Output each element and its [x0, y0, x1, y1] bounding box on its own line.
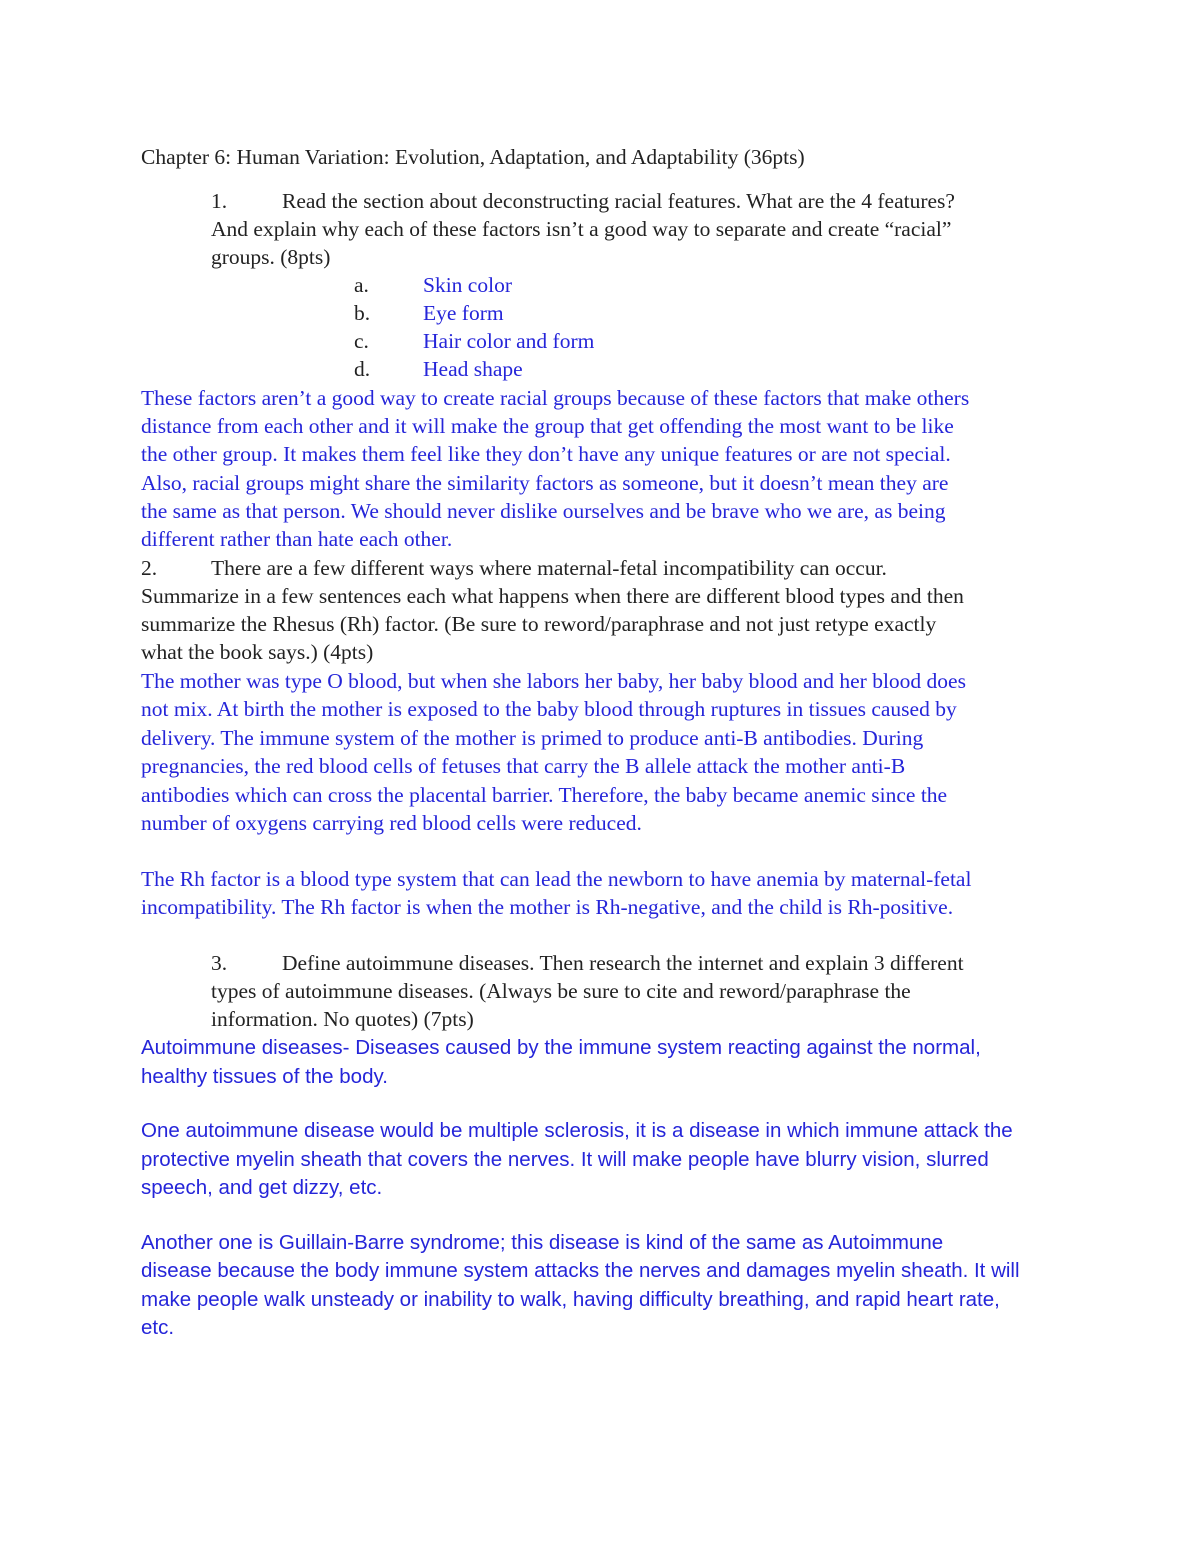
- answer-3-ms-line: speech, and get dizzy, etc.: [141, 1176, 383, 1199]
- answer-2-line: The mother was type O blood, but when she labors her baby, her baby blood and her blood does: [141, 669, 966, 693]
- answer-3-ms-line: protective myelin sheath that covers the nerves. It will make people have blurry vision, slurred: [141, 1148, 989, 1171]
- answer-1-line: distance from each other and it will make the group that get offending the most want to be like: [141, 414, 954, 438]
- answer-2-rh-line: incompatibility. The Rh factor is when the mother is Rh-negative, and the child is Rh-positive.: [141, 895, 954, 919]
- answer-2-line: pregnancies, the red blood cells of fetuses that carry the B allele attack the mother anti-B: [141, 754, 906, 778]
- answer-3-gbs-line: Another one is Guillain-Barre syndrome; this disease is kind of the same as Autoimmune: [141, 1231, 944, 1254]
- chapter-title: Chapter 6: Human Variation: Evolution, Adaptation, and Adaptability (36pts): [141, 145, 805, 169]
- question-2-line: summarize the Rhesus (Rh) factor. (Be sure to reword/paraphrase and not just retype exactly: [141, 612, 937, 636]
- answer-1-line: Also, racial groups might share the similarity factors as someone, but it doesn’t mean they are: [141, 471, 949, 495]
- answer-2-line: antibodies which can cross the placental barrier. Therefore, the baby became anemic since the: [141, 783, 948, 807]
- question-3-line: information. No quotes) (7pts): [211, 1007, 474, 1031]
- sub-item-letter: a.: [354, 273, 369, 297]
- sub-item-eye-form: Eye form: [423, 301, 504, 325]
- sub-item-letter: d.: [354, 357, 371, 381]
- answer-1-line: These factors aren’t a good way to create racial groups because of these factors that make others: [141, 386, 970, 410]
- answer-2-line: not mix. At birth the mother is exposed to the baby blood through ruptures in tissues caused by: [141, 697, 957, 721]
- question-3-number: 3.: [211, 951, 228, 975]
- question-1-line: And explain why each of these factors isn’t a good way to separate and create “racial”: [211, 217, 952, 241]
- question-3-line: types of autoimmune diseases. (Always be sure to cite and reword/paraphrase the: [211, 979, 911, 1003]
- answer-3-ms-line: One autoimmune disease would be multiple sclerosis, it is a disease in which immune attack the: [141, 1119, 1013, 1142]
- answer-3-definition-line: Autoimmune diseases- Diseases caused by the immune system reacting against the normal,: [141, 1036, 981, 1059]
- sub-item-head-shape: Head shape: [423, 357, 523, 381]
- sub-item-letter: c.: [354, 329, 369, 353]
- answer-2-rh-line: The Rh factor is a blood type system that can lead the newborn to have anemia by maternal-fetal: [141, 867, 972, 891]
- answer-1-line: the other group. It makes them feel like they don’t have any unique features or are not special.: [141, 442, 951, 466]
- question-2-line: There are a few different ways where maternal-fetal incompatibility can occur.: [211, 556, 887, 580]
- answer-2-line: delivery. The immune system of the mother is primed to produce anti-B antibodies. During: [141, 726, 924, 750]
- sub-item-hair-color: Hair color and form: [423, 329, 595, 353]
- question-1-number: 1.: [211, 189, 228, 213]
- question-2-line: what the book says.) (4pts): [141, 640, 374, 664]
- answer-2-line: number of oxygens carrying red blood cells were reduced.: [141, 811, 642, 835]
- sub-item-skin-color: Skin color: [423, 273, 512, 297]
- answer-3-definition-line: healthy tissues of the body.: [141, 1065, 388, 1088]
- question-1-line: groups. (8pts): [211, 245, 331, 269]
- answer-3-gbs-line: make people walk unsteady or inability to walk, having difficulty breathing, and rapid heart rate,: [141, 1288, 1000, 1311]
- answer-3-gbs-line: disease because the body immune system attacks the nerves and damages myelin sheath. It will: [141, 1259, 1020, 1282]
- sub-item-letter: b.: [354, 301, 371, 325]
- question-2-number: 2.: [141, 556, 158, 580]
- question-2-line: Summarize in a few sentences each what happens when there are different blood types and then: [141, 584, 964, 608]
- question-3-line: Define autoimmune diseases. Then research the internet and explain 3 different: [282, 951, 964, 975]
- answer-3-gbs-line: etc.: [141, 1316, 175, 1339]
- answer-1-line: the same as that person. We should never dislike ourselves and be brave who we are, as being: [141, 499, 946, 523]
- answer-1-line: different rather than hate each other.: [141, 527, 453, 551]
- question-1-line: Read the section about deconstructing racial features. What are the 4 features?: [282, 189, 955, 213]
